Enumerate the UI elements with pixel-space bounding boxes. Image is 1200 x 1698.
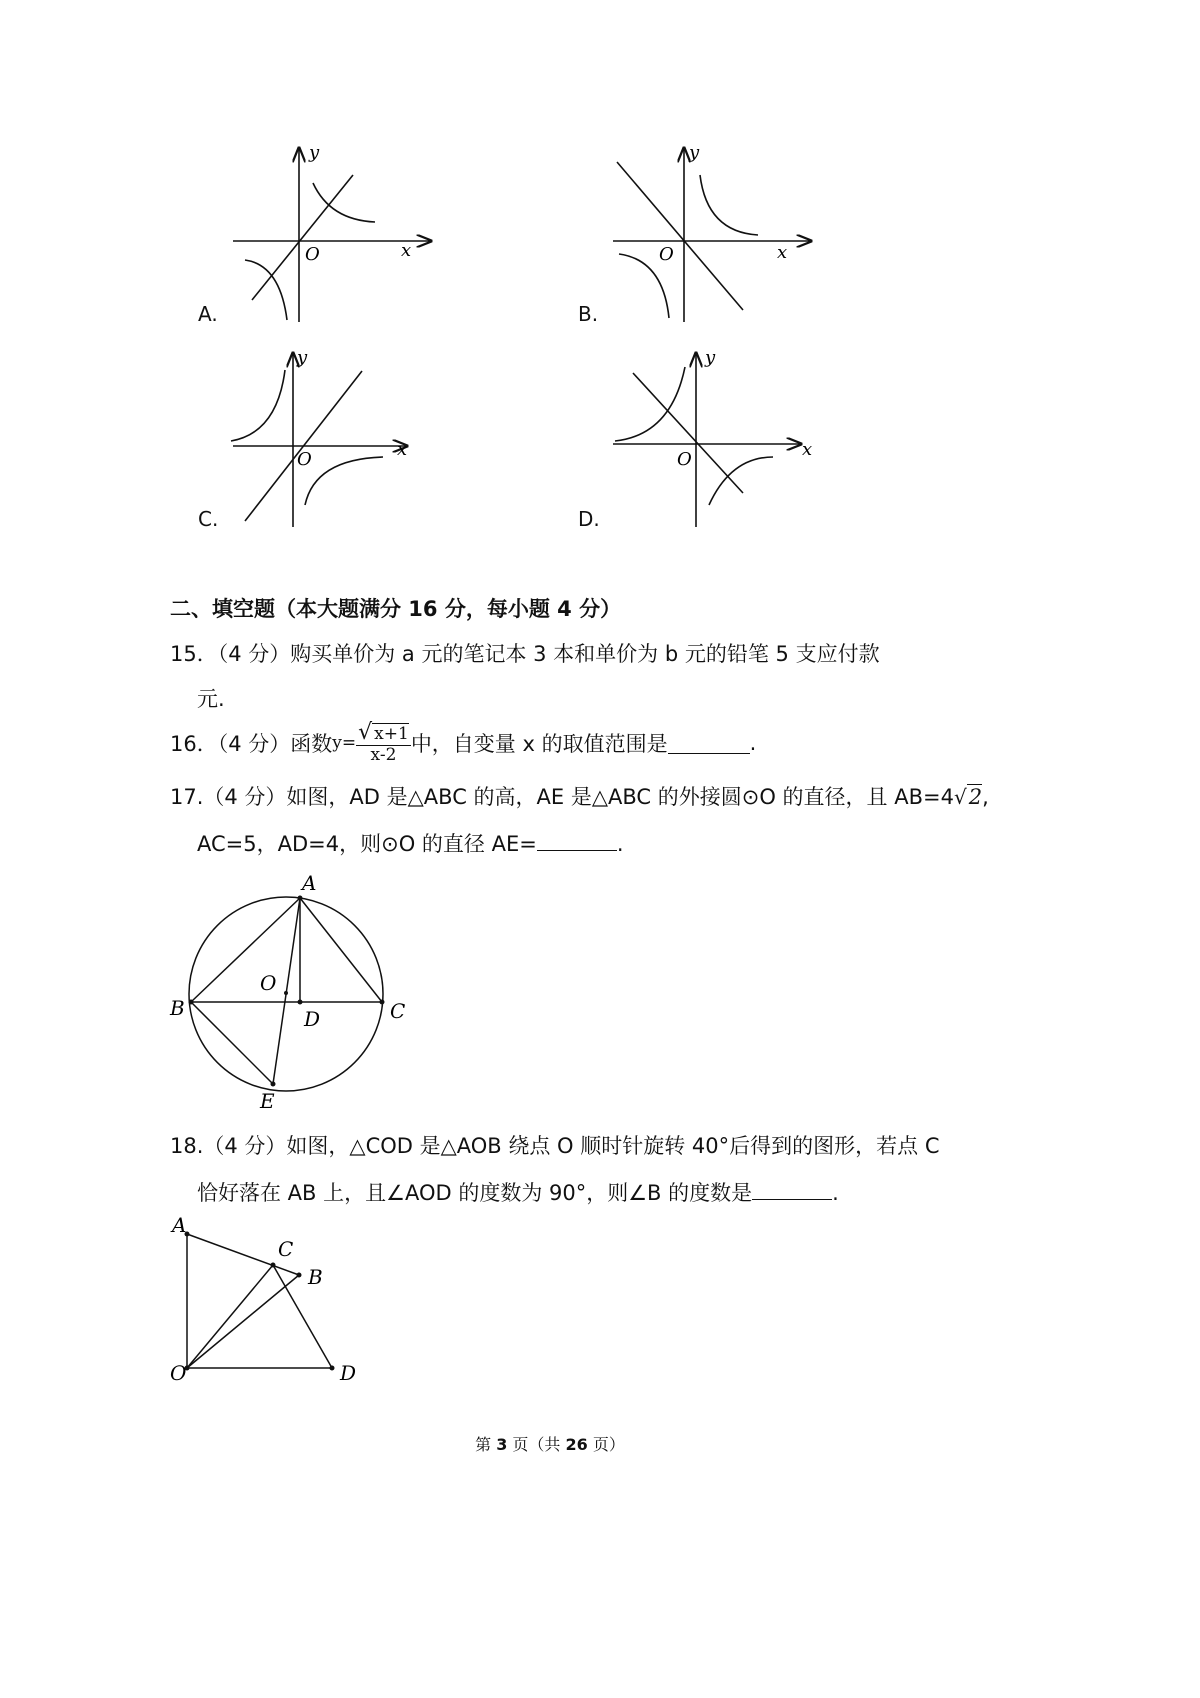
label-a: A — [172, 1213, 187, 1237]
question-18-end: . — [832, 1181, 839, 1205]
fraction-numerator: √ x+1 — [358, 720, 409, 745]
question-15-text: 15．（4 分）购买单价为 a 元的笔记本 3 本和单价为 b 元的铅笔 5 支应付款 — [170, 642, 880, 666]
segment-ab — [191, 898, 300, 1002]
hyperbola-branch — [615, 367, 685, 441]
option-a-graph — [225, 140, 445, 330]
question-15-line2 — [197, 683, 225, 713]
question-18-text-2: 恰好落在 AB 上，且∠AOD 的度数为 90°，则∠B 的度数是 — [197, 1181, 753, 1205]
option-d-graph — [605, 345, 825, 535]
x-label: x — [802, 439, 813, 460]
x-label: x — [777, 242, 788, 263]
question-17-end: . — [616, 832, 624, 856]
footer-total-pages: 26 — [565, 1435, 588, 1454]
footer-post: 页） — [592, 1435, 625, 1454]
hyperbola-branch — [700, 175, 758, 235]
question-17-text-2: AC=5，AD=4，则⊙O 的直径 AE= — [197, 832, 537, 856]
label-c: C — [390, 999, 406, 1023]
question-17-comma: , — [982, 785, 989, 809]
hyperbola-branch — [313, 183, 375, 222]
option-d-label[interactable]: D. — [578, 507, 600, 531]
hyperbola-branch — [231, 370, 285, 441]
option-c-label[interactable]: C. — [198, 507, 219, 531]
sqrt-sign: √ — [953, 785, 967, 809]
label-o: O — [260, 971, 277, 995]
section-title: 二、填空题（本大题满分 16 分，每小题 4 分） — [170, 597, 622, 621]
question-16-end: . — [749, 730, 757, 755]
question-17-line1 — [170, 781, 989, 811]
hyperbola-branch — [245, 260, 287, 320]
footer-page-number: 3 — [496, 1435, 508, 1454]
function-fraction — [356, 720, 411, 766]
hyperbola-branch — [305, 457, 383, 505]
question-18-line1 — [170, 1130, 940, 1160]
origin-label: O — [305, 244, 320, 265]
line-graph — [633, 373, 743, 493]
footer-pre: 第 — [475, 1435, 492, 1454]
question-18-figure — [160, 1210, 380, 1390]
label-b: B — [308, 1265, 323, 1289]
option-b-label[interactable]: B. — [578, 302, 599, 326]
y-label: y — [689, 142, 700, 163]
fraction-denominator: x-2 — [370, 745, 397, 766]
answer-blank-18[interactable] — [752, 1177, 832, 1200]
sqrt-argument: 2 — [968, 785, 983, 809]
label-d: D — [304, 1007, 321, 1031]
label-c: C — [278, 1237, 294, 1261]
page-footer — [0, 1432, 1100, 1455]
option-a-label[interactable]: A. — [198, 302, 218, 326]
label-d: D — [340, 1361, 357, 1385]
function-y: y= — [332, 732, 357, 753]
question-16 — [170, 720, 756, 766]
line-graph — [617, 162, 743, 310]
question-16-suffix: 中，自变量 x 的取值范围是 — [410, 731, 668, 756]
label-a: A — [302, 871, 317, 895]
label-o: O — [170, 1361, 187, 1385]
segment-oc — [187, 1265, 273, 1368]
answer-blank-16[interactable] — [668, 731, 750, 754]
origin-label: O — [659, 244, 674, 265]
origin-label: O — [297, 449, 312, 470]
option-c-graph — [225, 345, 445, 535]
x-label: x — [397, 439, 408, 460]
segment-cd — [273, 1265, 332, 1368]
question-15-text-end: 元. — [197, 687, 225, 711]
hyperbola-branch — [709, 457, 773, 505]
question-17-text: 17.（4 分）如图，AD 是△ABC 的高，AE 是△ABC 的外接圆⊙O 的直径，且 AB=4 — [170, 785, 954, 809]
question-18-line2 — [197, 1177, 839, 1207]
line-graph — [252, 175, 353, 300]
question-17-figure — [160, 868, 420, 1118]
question-18-text: 18.（4 分）如图，△COD 是△AOB 绕点 O 顺时针旋转 40°后得到的图形，若点 C — [170, 1134, 940, 1158]
footer-mid: 页（共 — [512, 1435, 561, 1454]
question-16-prefix: 16．（4 分）函数 — [170, 731, 333, 756]
segment-ae — [273, 898, 300, 1084]
y-label: y — [297, 347, 308, 368]
question-15-line1 — [170, 638, 880, 668]
label-e: E — [260, 1089, 275, 1113]
segment-be — [191, 1002, 273, 1084]
question-17-line2 — [197, 828, 624, 858]
segment-ob — [187, 1275, 299, 1368]
label-b: B — [170, 996, 185, 1020]
y-label: y — [705, 347, 716, 368]
option-b-graph — [605, 140, 825, 330]
numerator-radicand: x+1 — [374, 724, 409, 744]
x-label: x — [401, 240, 412, 261]
y-label: y — [309, 142, 320, 163]
origin-label: O — [677, 449, 692, 470]
answer-blank-17[interactable] — [537, 828, 617, 851]
